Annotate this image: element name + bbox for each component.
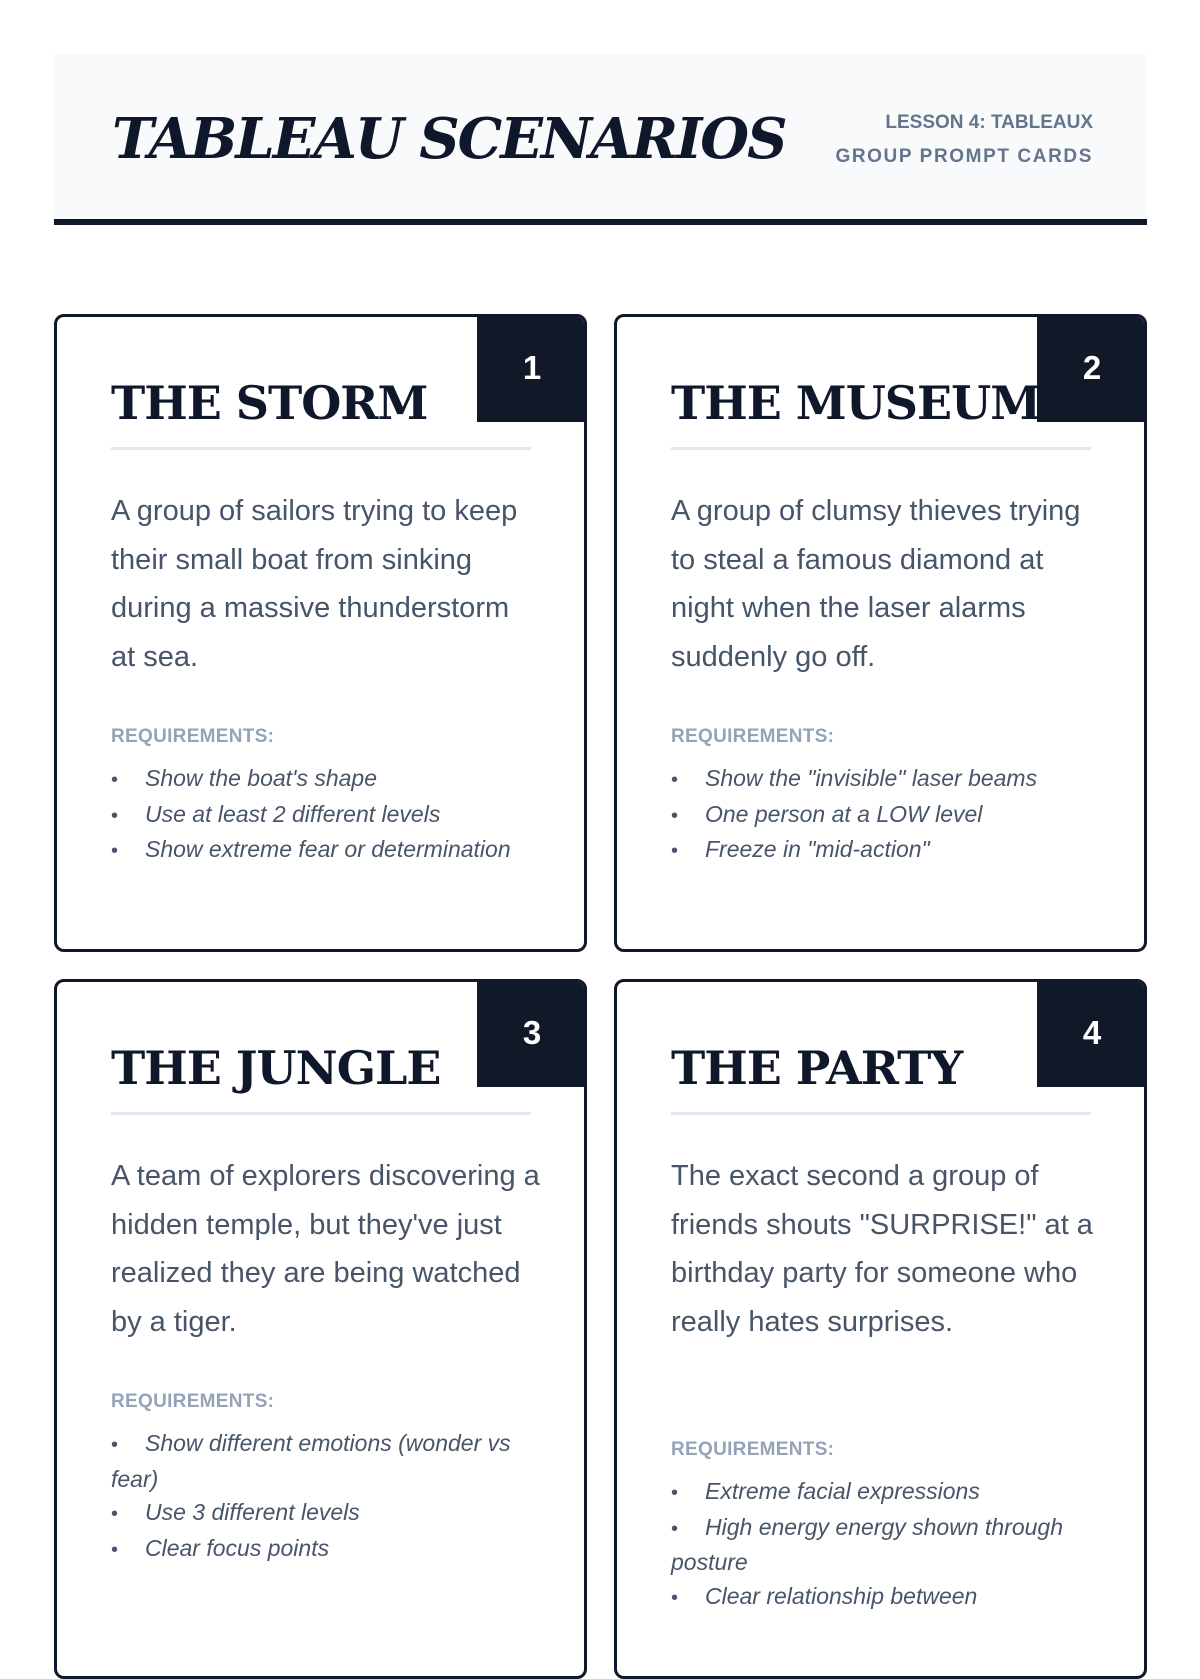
requirement-item [111, 833, 531, 869]
requirement-text: Clear relationship between [705, 1582, 978, 1609]
card-number-badge: 4 [1037, 979, 1147, 1087]
requirement-text: Show different emotions (wonder vs fear) [111, 1430, 511, 1492]
requirements-list [671, 1475, 1091, 1615]
requirement-item [671, 1511, 1091, 1580]
requirement-text: Use at least 2 different levels [145, 800, 441, 827]
requirements-list [111, 1427, 531, 1567]
requirement-item [671, 798, 1091, 834]
bullet-icon: • [671, 1482, 679, 1504]
card-number-badge: 1 [477, 314, 587, 422]
bullet-icon: • [671, 840, 679, 862]
header-meta [835, 106, 1093, 174]
card-number-badge: 3 [477, 979, 587, 1087]
requirement-text: Freeze in "mid-action" [705, 836, 930, 862]
requirements-label: REQUIREMENTS: [671, 726, 835, 747]
scenario-card [54, 979, 587, 1679]
requirement-item [111, 1496, 531, 1532]
page-title: TABLEAU SCENARIOS [112, 106, 786, 172]
bullet-icon: • [111, 1503, 119, 1525]
requirement-text: Show the "invisible" laser beams [705, 765, 1038, 791]
bullet-icon: • [111, 840, 119, 862]
page-header [54, 54, 1147, 225]
card-set-label: GROUP PROMPT CARDS [835, 146, 1093, 167]
bullet-icon: • [111, 804, 119, 827]
requirements-label: REQUIREMENTS: [111, 726, 275, 747]
requirements-label: REQUIREMENTS: [671, 1439, 835, 1460]
card-description: A group of clumsy thieves trying to steal a famous diamond at night when the laser alarms suddenly go off. [671, 495, 1081, 673]
requirement-text: Show the boat's shape [145, 765, 377, 791]
scenario-card [614, 979, 1147, 1679]
requirement-item [111, 1427, 531, 1496]
card-number-badge: 2 [1037, 314, 1147, 422]
card-description: The exact second a group of friends shouts "SURPRISE!" at a birthday party for someone who really hates surprises. [671, 1160, 1093, 1338]
bullet-icon: • [671, 1517, 679, 1540]
requirement-text: Use 3 different levels [145, 1499, 360, 1525]
card-title: THE STORM [111, 373, 531, 450]
requirement-item [671, 762, 1091, 798]
card-description: A group of sailors trying to keep their small boat from sinking during a massive thunderstorm at sea. [111, 495, 518, 673]
requirement-text: Show extreme fear or determination [145, 836, 511, 862]
scenario-card [614, 314, 1147, 952]
requirement-item [671, 1475, 1091, 1511]
requirement-text: High energy energy shown through posture [671, 1513, 1064, 1575]
requirement-item [111, 762, 531, 798]
requirement-item [111, 798, 531, 834]
card-title: THE JUNGLE [111, 1038, 531, 1115]
requirements-list [671, 762, 1091, 869]
bullet-icon: • [111, 1434, 119, 1456]
lesson-label: LESSON 4: TABLEAUX [885, 112, 1093, 133]
card-title: THE MUSEUM [671, 373, 1091, 450]
requirement-text: One person at a LOW level [705, 800, 983, 827]
bullet-icon: • [111, 769, 119, 791]
requirements-list [111, 762, 531, 869]
bullet-icon: • [111, 1538, 119, 1561]
requirement-item [671, 1580, 1091, 1616]
requirements-label: REQUIREMENTS: [111, 1391, 275, 1412]
bullet-icon: • [671, 769, 679, 791]
requirement-item [111, 1532, 531, 1568]
bullet-icon: • [671, 804, 679, 827]
requirement-item [671, 833, 1091, 869]
bullet-icon: • [671, 1586, 679, 1609]
card-title: THE PARTY [671, 1038, 1091, 1115]
requirement-text: Clear focus points [145, 1534, 330, 1561]
scenario-card [54, 314, 587, 952]
requirement-text: Extreme facial expressions [705, 1478, 980, 1504]
card-description: A team of explorers discovering a hidden temple, but they've just realized they are being watched by a tiger. [111, 1160, 540, 1338]
